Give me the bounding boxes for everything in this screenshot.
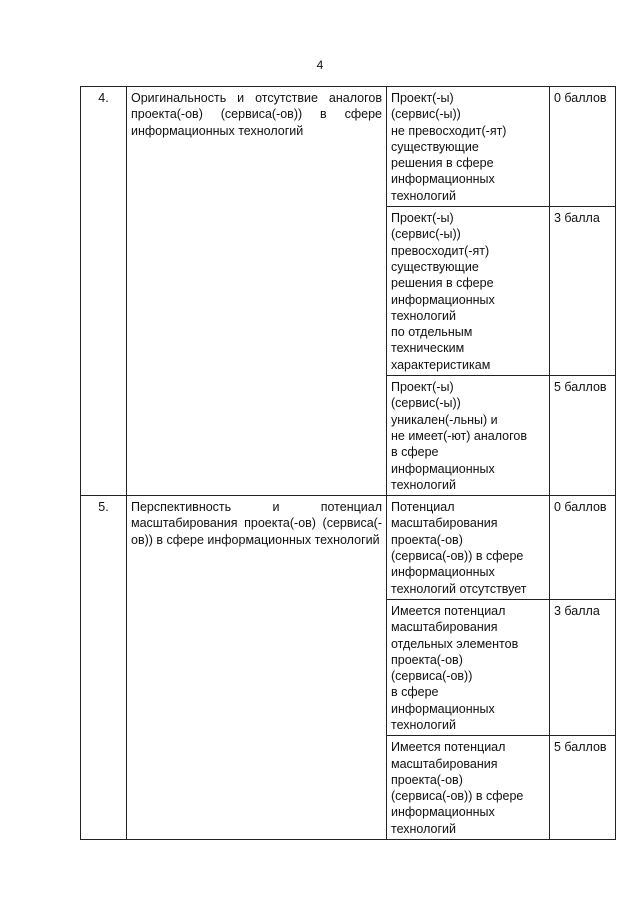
score-value: 5 баллов xyxy=(550,376,616,496)
score-description xyxy=(387,87,550,207)
description-line: проекта(-ов) xyxy=(391,652,463,667)
table-row xyxy=(81,496,616,600)
description-line: решения в сфере xyxy=(391,156,494,171)
description-line: по отдельным xyxy=(391,325,473,340)
criterion-name: Перспективность и потенциал масштабирования проекта(-ов) (сервиса(-ов)) в сфере информационных технологий xyxy=(127,496,387,840)
description-line: технологий xyxy=(391,717,457,732)
description-line: технологий xyxy=(391,188,457,203)
description-line: технологий xyxy=(391,477,457,492)
description-line: информационных xyxy=(391,461,495,476)
score-description xyxy=(387,496,550,600)
score-value: 0 баллов xyxy=(550,496,616,600)
score-value: 3 балла xyxy=(550,599,616,735)
criterion-number: 5. xyxy=(81,496,127,840)
description-line: проекта(-ов) xyxy=(391,532,463,547)
description-line: проекта(-ов) xyxy=(391,772,463,787)
score-value: 5 баллов xyxy=(550,736,616,840)
criterion-name: Оригинальность и отсутствие аналогов проекта(-ов) (сервиса(-ов)) в сфере информационных технологий xyxy=(127,87,387,496)
description-line: Проект(-ы) xyxy=(391,380,454,395)
description-line: в сфере xyxy=(391,685,439,700)
description-line: (сервис(-ы)) xyxy=(391,396,461,411)
score-description xyxy=(387,599,550,735)
description-line: (сервиса(-ов)) в сфере xyxy=(391,789,524,804)
page-number: 4 xyxy=(316,58,324,72)
description-line: информационных xyxy=(391,805,495,820)
description-line: Проект(-ы) xyxy=(391,211,454,226)
description-line: Имеется потенциал xyxy=(391,740,506,755)
description-line: информационных xyxy=(391,565,495,580)
description-line: превосходит(-ят) xyxy=(391,243,490,258)
description-line: (сервиса(-ов)) в сфере xyxy=(391,549,524,564)
description-line: масштабирования xyxy=(391,620,498,635)
description-line: Потенциал xyxy=(391,500,455,515)
criteria-table xyxy=(80,86,616,840)
description-line: решения в сфере xyxy=(391,276,494,291)
score-description xyxy=(387,207,550,376)
score-value: 0 баллов xyxy=(550,87,616,207)
description-line: в сфере xyxy=(391,445,439,460)
description-line: (сервис(-ы)) xyxy=(391,227,461,242)
description-line: существующие xyxy=(391,259,479,274)
criterion-number: 4. xyxy=(81,87,127,496)
description-line: масштабирования xyxy=(391,516,498,531)
description-line: информационных xyxy=(391,292,495,307)
table-row xyxy=(81,87,616,207)
description-line: информационных xyxy=(391,701,495,716)
description-line: Имеется потенциал xyxy=(391,603,506,618)
description-line: (сервиса(-ов)) xyxy=(391,669,473,684)
description-line: информационных xyxy=(391,172,495,187)
description-line: техническим xyxy=(391,341,465,356)
description-line: (сервис(-ы)) xyxy=(391,107,461,122)
description-line: не превосходит(-ят) xyxy=(391,123,507,138)
score-value: 3 балла xyxy=(550,207,616,376)
description-line: не имеет(-ют) аналогов xyxy=(391,428,527,443)
description-line: технологий xyxy=(391,308,457,323)
description-line: технологий xyxy=(391,821,457,836)
description-line: характеристикам xyxy=(391,357,491,372)
score-description xyxy=(387,736,550,840)
score-description xyxy=(387,376,550,496)
description-line: масштабирования xyxy=(391,756,498,771)
description-line: технологий отсутствует xyxy=(391,581,527,596)
description-line: существующие xyxy=(391,139,479,154)
description-line: Проект(-ы) xyxy=(391,91,454,105)
description-line: отдельных элементов xyxy=(391,636,519,651)
description-line: уникален(-льны) и xyxy=(391,412,498,427)
